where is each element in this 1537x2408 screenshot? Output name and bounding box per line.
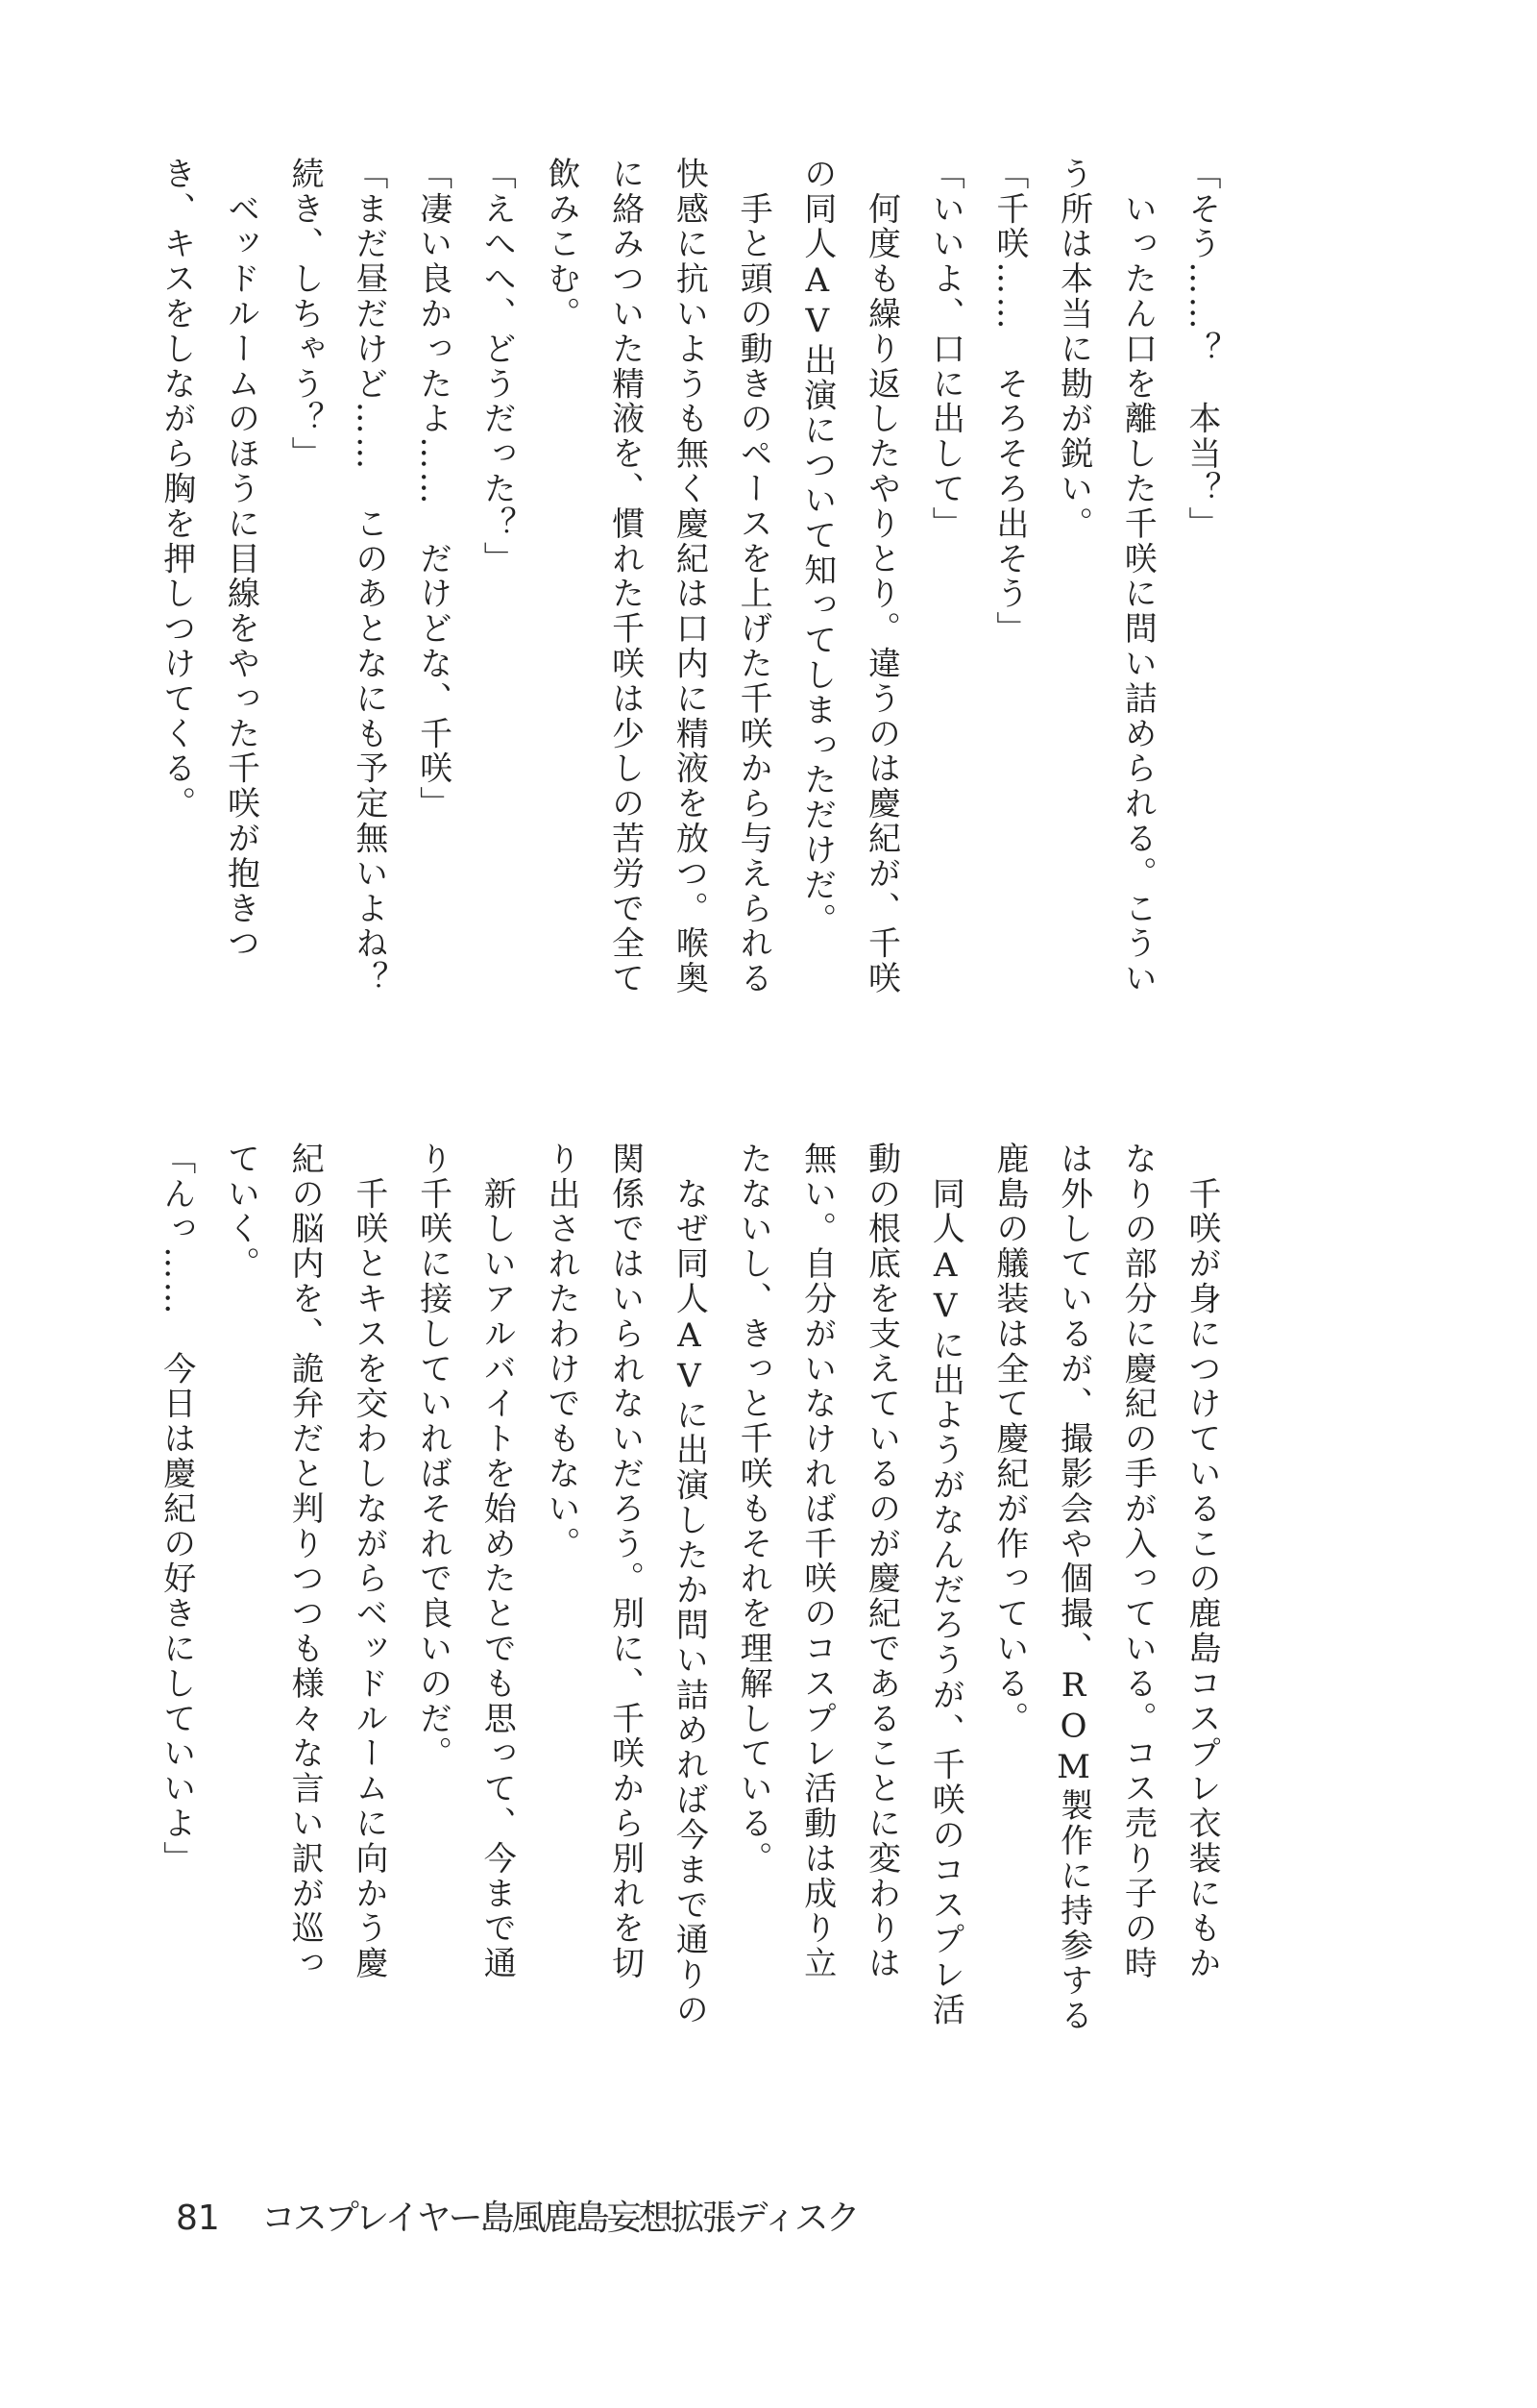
text-block-top (144, 157, 1233, 1026)
text-column: は外しているが、撮影会や個撮、ROM製作に持参する (1054, 1142, 1093, 2034)
text-column: 「凄い良かったよ…… だけどな、千咲」 (413, 157, 452, 822)
text-column: 続き、しちゃう？」 (285, 157, 325, 472)
text-column: 千咲とキスを交わしながらベッドルームに向かう慶 (349, 1142, 388, 1981)
text-column: なりの部分に慶紀の手が入っている。コス売り子の時 (1118, 1142, 1158, 1981)
text-column: ベッドルームのほうに目線をやった千咲が抱きつ (221, 157, 260, 962)
text-column: なぜ同人AVに出演したか問い詰めれば今まで通りの (670, 1142, 709, 2028)
text-column: 「そう……？ 本当？」 (1183, 157, 1221, 542)
text-column: 動の根底を支えているのが慶紀であることに変わりは (862, 1142, 901, 1981)
text-column: 同人AVに出ようがなんだろうが、千咲のコスプレ活 (926, 1142, 965, 2028)
text-block-bottom (144, 1142, 1233, 2034)
text-column: 関係ではいられないだろう。別に、千咲から別れを切 (605, 1142, 645, 1981)
text-column: 「えへへ、どうだった？」 (477, 157, 517, 577)
text-column: いったん口を離した千咲に問い詰められる。こうい (1118, 157, 1158, 996)
text-column: う所は本当に勘が鋭い。 (1054, 157, 1093, 542)
page-number: 81 (176, 2199, 220, 2238)
text-column: 飲みこむ。 (541, 157, 580, 332)
book-title: コスプレイヤー島風鹿島妄想拡張ディスク (260, 2199, 858, 2238)
text-column: り千咲に接していればそれで良いのだ。 (413, 1142, 452, 1772)
text-column: り出されたわけでもない。 (541, 1142, 580, 1561)
text-column: 「まだ昼だけど…… このあとなにも予定無いよね？ (349, 157, 388, 996)
text-column: き、キスをしながら胸を押しつけてくる。 (157, 157, 196, 822)
text-column: たないし、きっと千咲もそれを理解している。 (734, 1142, 773, 1877)
text-column: 「千咲…… そろそろ出そう」 (989, 157, 1029, 647)
text-column: 何度も繰り返したやりとり。違うのは慶紀が、千咲 (862, 157, 901, 996)
text-column: の同人AV出演について知ってしまっただけだ。 (797, 157, 837, 938)
text-column: ていく。 (221, 1142, 260, 1282)
text-column: 手と頭の動きのペースを上げた千咲から与えられる (734, 157, 773, 996)
text-column: 「んっ…… 今日は慶紀の好きにしていいよ」 (157, 1142, 196, 1877)
text-column: 快感に抗いようも無く慶紀は口内に精液を放つ。喉奥 (670, 157, 709, 996)
text-column: 新しいアルバイトを始めたとでも思って、今まで通 (477, 1142, 517, 1981)
text-column: 千咲が身につけているこの鹿島コスプレ衣装にもか (1183, 1142, 1221, 1981)
text-column: 紀の脳内を、詭弁だと判りつつも様々な言い訳が巡っ (285, 1142, 325, 1981)
text-column: 「いいよ、口に出して」 (926, 157, 965, 542)
text-column: に絡みついた精液を、慣れた千咲は少しの苦労で全て (605, 157, 645, 996)
text-column: 鹿島の艤装は全て慶紀が作っている。 (989, 1142, 1029, 1736)
text-column: 無い。自分がいなければ千咲のコスプレ活動は成り立 (797, 1142, 837, 1981)
page-footer (176, 2191, 858, 2240)
